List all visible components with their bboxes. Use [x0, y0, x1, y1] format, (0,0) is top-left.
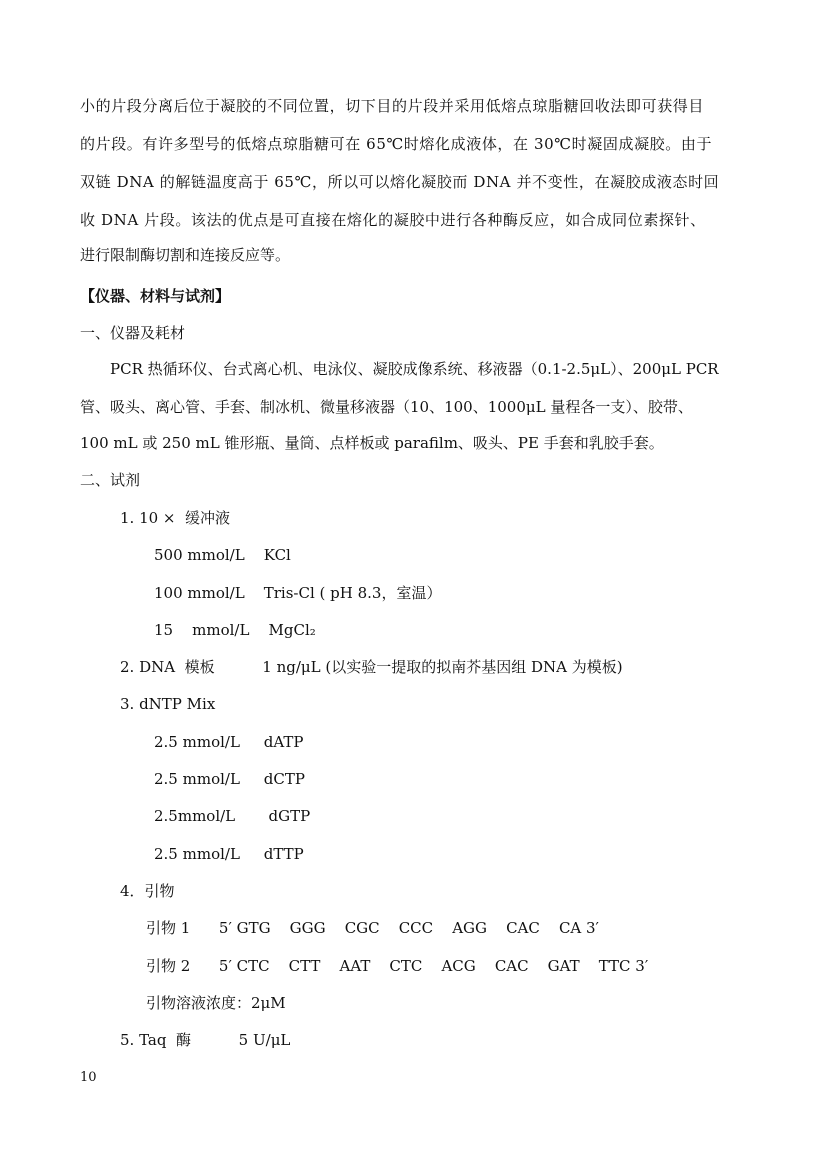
- dntp-title: 3. dNTP Mix: [120, 695, 216, 713]
- primer-concentration: 引物溶液浓度：2μM: [146, 994, 286, 1012]
- buffer-item-tris: 100 mmol/L Tris-Cl ( pH 8.3，室温）: [154, 584, 442, 602]
- instruments-line-2: 管、吸头、离心管、手套、制冰机、微量移液器（10、100、1000μL 量程各一支）、胶带、: [80, 398, 693, 416]
- instruments-line-1: PCR 热循环仪、台式离心机、电泳仪、凝胶成像系统、移液器（0.1-2.5μL）、200μL PCR: [110, 360, 719, 378]
- intro-line-1: 小的片段分离后位于凝胶的不同位置，切下目的片段并采用低熔点琼脂糖回收法即可获得目: [80, 97, 705, 115]
- dntp-item-dttp: 2.5 mmol/L dTTP: [154, 845, 304, 863]
- intro-line-5: 进行限制酶切割和连接反应等。: [80, 246, 291, 264]
- intro-line-2: 的片段。有许多型号的低熔点琼脂糖可在 65℃时熔化成液体，在 30℃时凝固成凝胶。由于: [80, 135, 713, 153]
- taq-line: 5. Taq 酶 5 U/μL: [120, 1031, 291, 1049]
- primers-title: 4．引物: [120, 882, 175, 900]
- buffer-item-mgcl2: 15 mmol/L MgCl₂: [154, 621, 316, 639]
- page-number: 10: [80, 1070, 97, 1085]
- reagents-heading: 二、试剂: [80, 471, 141, 489]
- dntp-item-dctp: 2.5 mmol/L dCTP: [154, 770, 305, 788]
- buffer-item-kcl: 500 mmol/L KCl: [154, 546, 291, 564]
- intro-line-3: 双链 DNA 的解链温度高于 65℃，所以可以熔化凝胶而 DNA 并不变性，在凝胶成液态时回: [80, 173, 720, 191]
- buffer-title: 1. 10 × 缓冲液: [120, 509, 231, 527]
- template-line: 2. DNA 模板 1 ng/μL (以实验一提取的拟南芥基因组 DNA 为模板): [120, 658, 623, 676]
- dntp-item-datp: 2.5 mmol/L dATP: [154, 733, 304, 751]
- primer-1: 引物 1 5′ GTG GGG CGC CCC AGG CAC CA 3′: [146, 919, 599, 937]
- dntp-item-dgtp: 2.5mmol/L dGTP: [154, 807, 311, 825]
- instruments-line-3: 100 mL 或 250 mL 锥形瓶、量筒、点样板或 parafilm、吸头、PE 手套和乳胶手套。: [80, 434, 664, 452]
- instruments-heading: 一、仪器及耗材: [80, 324, 186, 342]
- primer-2: 引物 2 5′ CTC CTT AAT CTC ACG CAC GAT TTC 3′: [146, 957, 649, 975]
- section-title: 【仪器、材料与试剂】: [80, 287, 231, 305]
- intro-line-4: 收 DNA 片段。该法的优点是可直接在熔化的凝胶中进行各种酶反应，如合成同位素探针、: [80, 211, 706, 229]
